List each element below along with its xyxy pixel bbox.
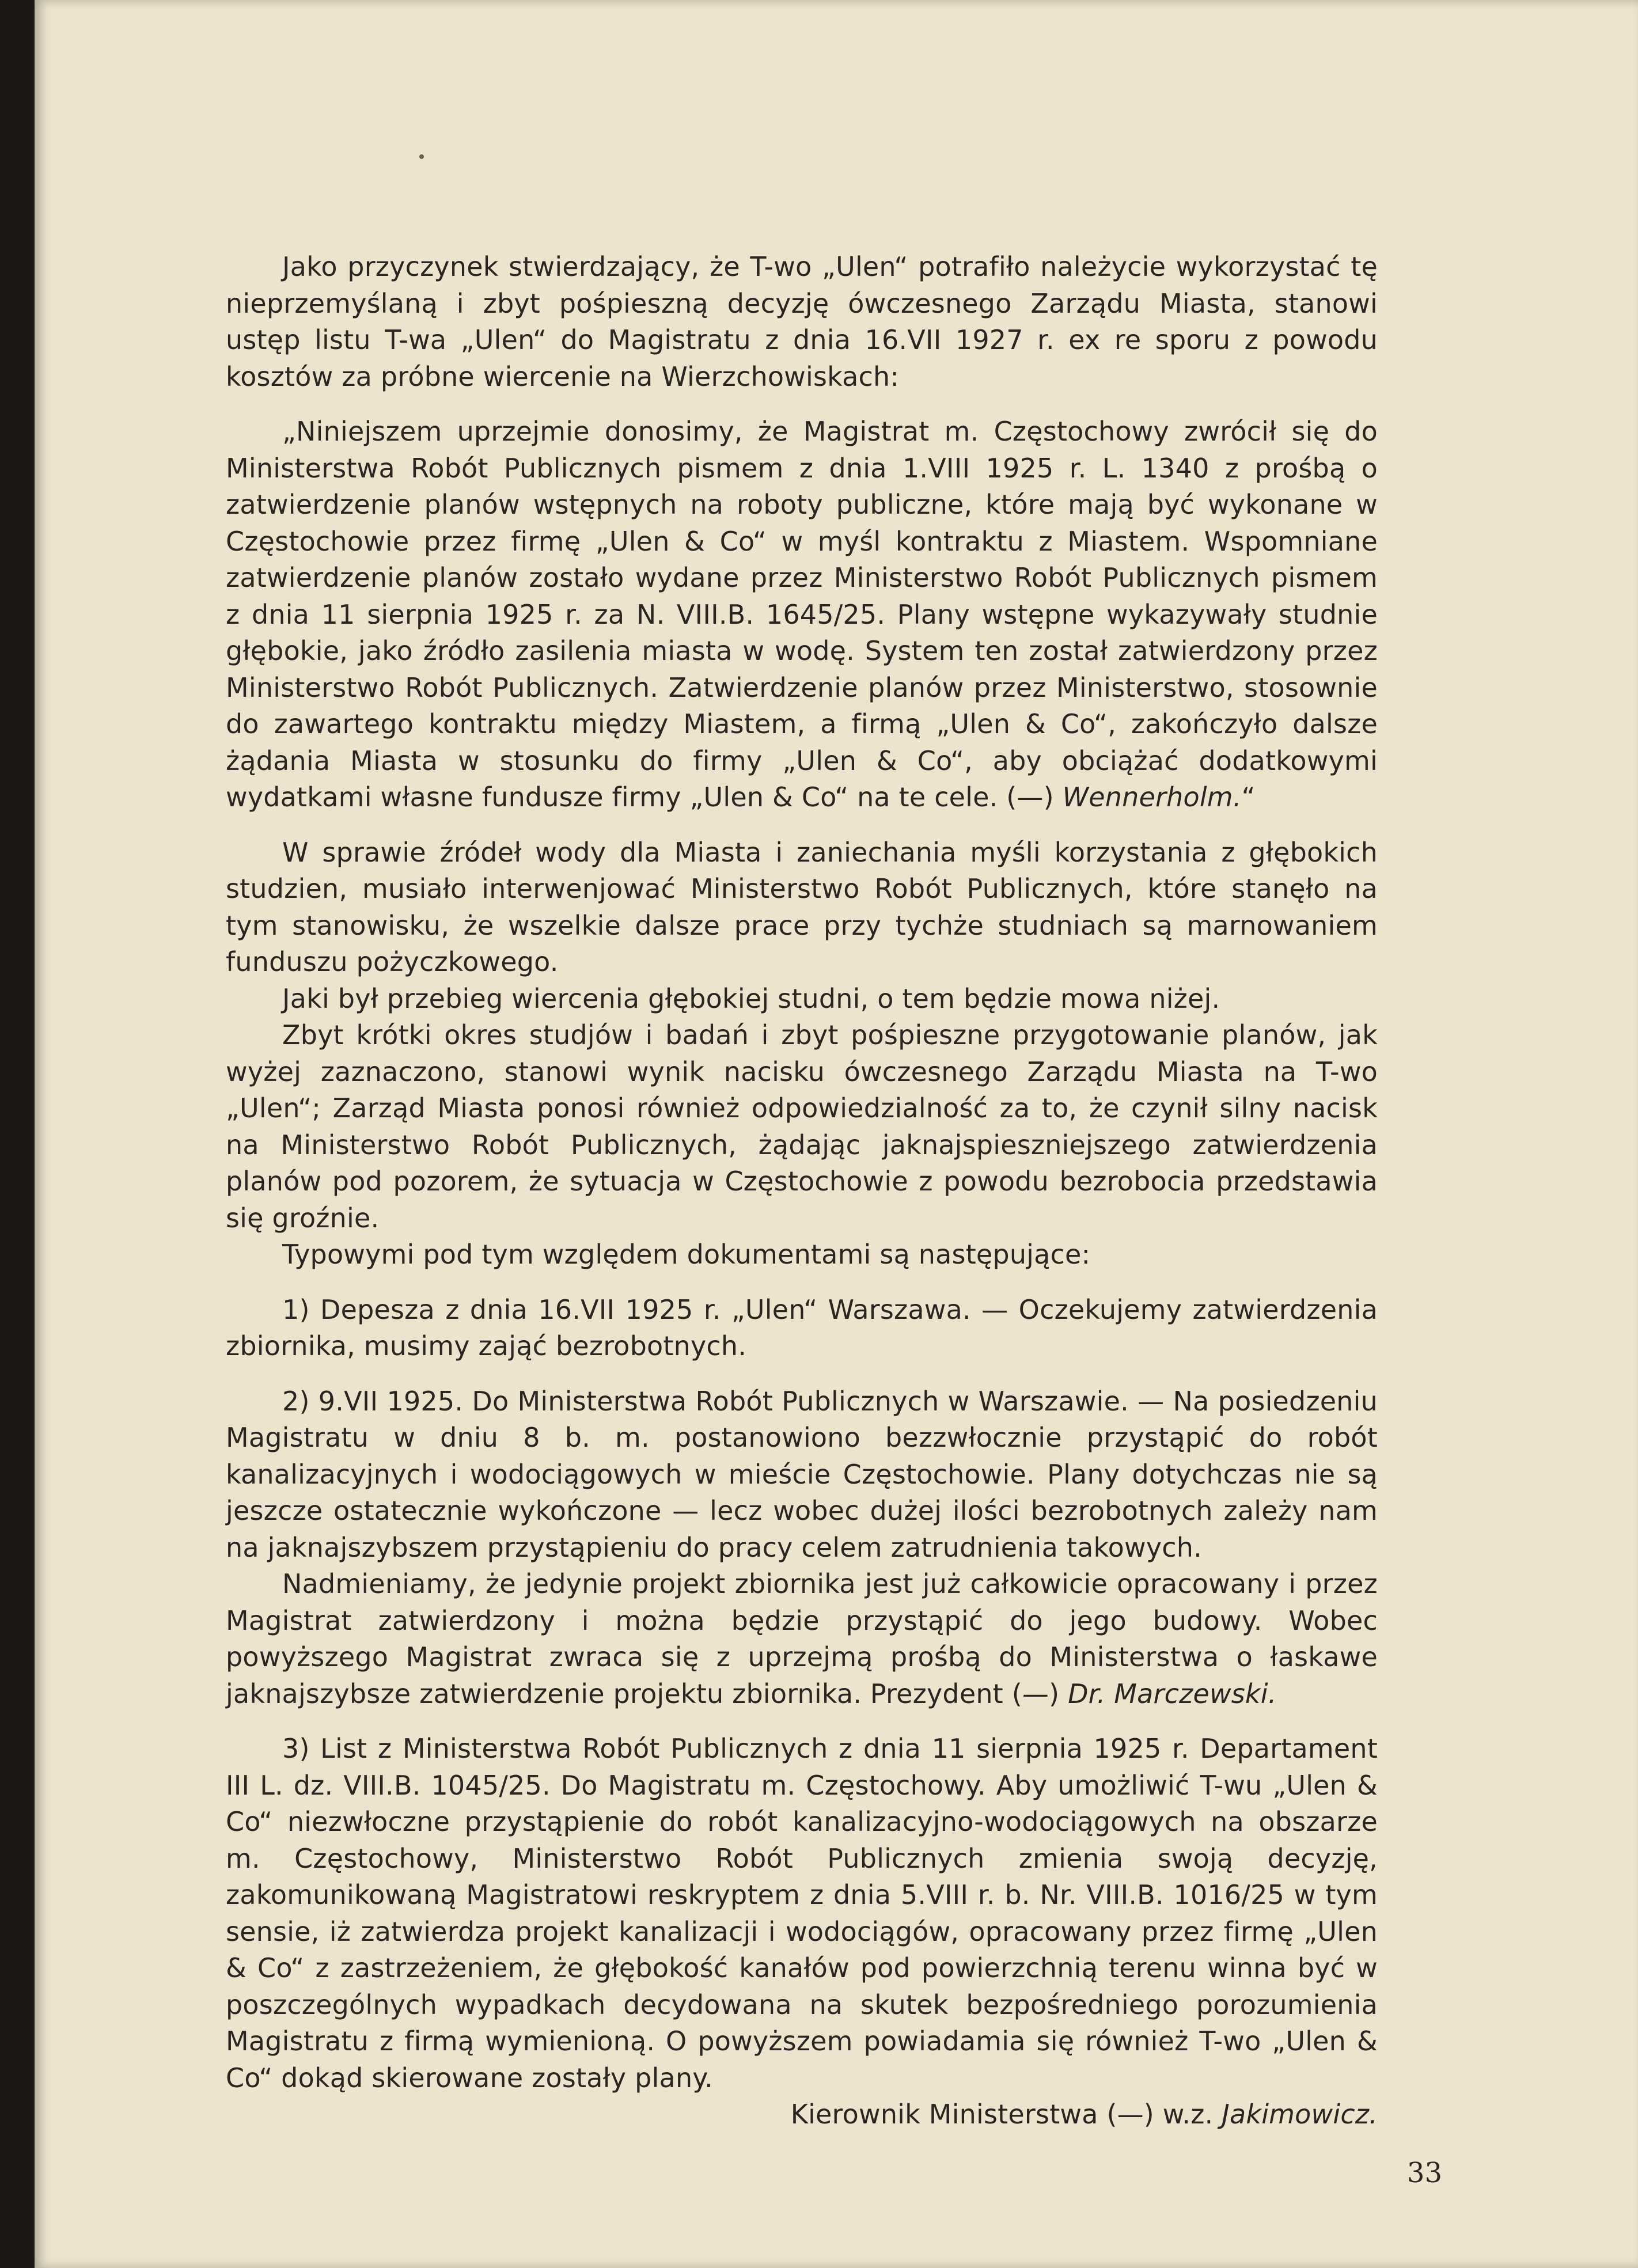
paragraph-doc-1: 1) Depesza z dnia 16.VII 1925 r. „Ulen“ Warszawa. — Oczekujemy zatwierdzenia zbiornika, musimy zająć bezrobotnych. [226,1294,1378,1361]
paragraph-doc-3: 3) List z Ministerstwa Robót Publicznych z dnia 11 sierpnia 1925 r. Departament III L. dz. VIII.B. 1045/25. Do Magistratu m. Częstochowy. Aby umożliwić T-wu „Ulen & Co“ niezwłoczne przystąpienie do robót kanalizacyjno-wodociągowych na obszarze m. Częstochowy, Ministerstwo Robót Publicznych zmienia swoją decyzję, zakomunikowaną Magistratowi reskryptem z dnia 5.VIII r. b. Nr. VIII.B. 1016/25 w tym sensie, iż zatwierdza projekt kanalizacji i wodociągów, opracowany przez firmę „Ulen & Co“ z zastrzeżeniem, że głębokość kanałów pod powierzchnią terenu winna być w poszczególnych wypadkach decydowana na skutek bezpośredniego porozumienia Magistratu z firmą wymienioną. O powyższem powiadamia się również T-wo „Ulen & Co“ dokąd skierowane zostały plany. [226,1733,1378,2093]
signature-jakimowicz: Jakimowicz. [1222,2099,1378,2130]
paragraph-ulen-letter: „Niniejszem uprzejmie donosimy, że Magistrat m. Częstochowy zwrócił się do Ministerstwa Robót Publicznych pismem z dnia 1.VIII 1925 r. L. 1340 z prośbą o zatwierdzenie planów wstępnych na roboty publiczne, które mają być wykonane w Częstochowie przez firmę „Ulen & Co“ w myśl kontraktu z Miastem. Wspomniane zatwierdzenie planów zostało wydane przez Ministerstwo Robót Publicznych pismem z dnia 11 sierpnia 1925 r. za N. VIII.B. 1645/25. Plany wstępne wykazywały studnie głębokie, jako źródło zasilenia miasta w wodę. System ten został zatwierdzony przez Ministerstwo Robót Publicznych. Zatwierdzenie planów przez Ministerstwo, stosownie do zawartego kontraktu między Miastem, a firmą „Ulen & Co“, zakończyło dalsze żądania Miasta w stosunku do firmy „Ulen & Co“, aby obciążać dodatkowymi wydatkami własne fundusze firmy „Ulen & Co“ na te cele. (—) Wennerholm.“ [226,416,1378,813]
signature-marczewski: Dr. Marczewski. [1068,1678,1277,1709]
paragraph-water-sources: W sprawie źródeł wody dla Miasta i zaniechania myśli korzystania z głębokich studzien, musiało interwenjować Ministerstwo Robót Publicznych, które stanęło na tym stanowisku, że wszelkie dalsze prace przy tychże studniach są marnowaniem funduszu pożyczkowego. [226,836,1378,977]
ink-speck [419,154,424,159]
closing-signature-line: Kierownik Ministerstwa (—) w.z. Jakimowicz. [790,2099,1378,2130]
paragraph-typical-docs: Typowymi pod tym względem dokumentami są następujące: [282,1239,1091,1270]
paragraph-drilling: Jaki był przebieg wiercenia głębokiej studni, o tem będzie mowa niżej. [282,983,1220,1014]
paragraph-intro: Jako przyczynek stwierdzający, że T-wo „Ulen“ potrafiło należycie wykorzystać tę nieprzemyślaną i zbyt pośpieszną decyzję ówczesnego Zarządu Miasta, stanowi ustęp listu T-wa „Ulen“ do Magistratu z dnia 16.VII 1927 r. ex re sporu z powodu kosztów za próbne wiercenie na Wierzchowiskach: [226,251,1378,392]
page-number: 33 [1406,2157,1442,2189]
paragraph-doc-2: 2) 9.VII 1925. Do Ministerstwa Robót Publicznych w Warszawie. — Na posiedzeniu Magistratu w dniu 8 b. m. postanowiono bezzwłocznie przystąpić do robót kanalizacyjnych i wodociągowych w mieście Częstochowie. Plany dotychczas nie są jeszcze ostatecznie wykończone — lecz wobec dużej ilości bezrobotnych zależy nam na jaknajszybszem przystąpieniu do pracy celem zatrudnienia takowych. [226,1385,1378,1563]
paragraph-short-study: Zbyt krótki okres studjów i badań i zbyt pośpieszne przygotowanie planów, jak wyżej zaznaczono, stanowi wynik nacisku ówczesnego Zarządu Miasta na T-wo „Ulen“; Zarząd Miasta ponosi również odpowiedzialność za to, że czynił silny nacisk na Ministerstwo Robót Publicznych, żądając jaknajspieszniejszego zatwierdzenia planów pod pozorem, że sytuacja w Częstochowie z powodu bezrobocia przedstawia się groźnie. [226,1019,1378,1234]
body-text [226,249,1378,2133]
paragraph-doc-2-cont: Nadmieniamy, że jedynie projekt zbiornika jest już całkowicie opracowany i przez Magistrat zatwierdzony i można będzie przystąpić do jego budowy. Wobec powyższego Magistrat zwraca się z uprzejmą prośbą do Ministerstwa o łaskawe jaknajszybsze zatwierdzenie projektu zbiornika. Prezydent (—) Dr. Marczewski. [226,1568,1378,1709]
document-page [35,0,1638,2268]
signature-wennerholm: Wennerholm. [1062,782,1242,813]
